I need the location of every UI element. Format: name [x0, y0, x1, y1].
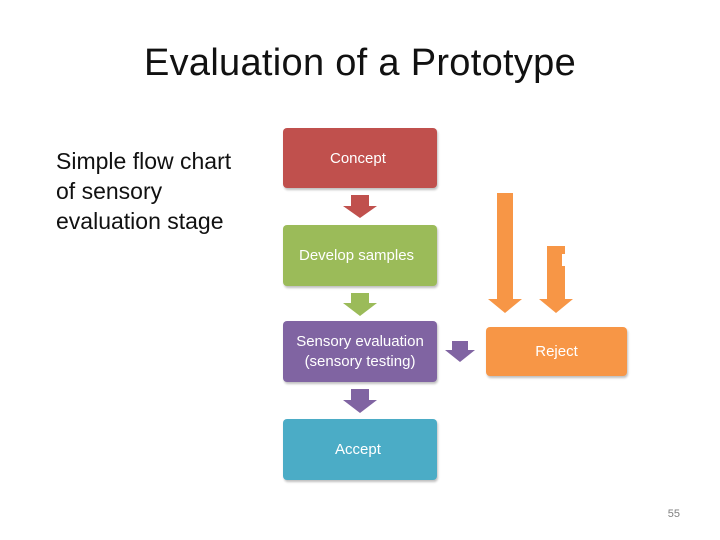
flow-step-sensory-evaluation: [283, 321, 437, 382]
down-arrow-icon: [343, 389, 377, 413]
flow-step-label: Concept: [330, 150, 386, 167]
flow-step-accept: [283, 419, 437, 480]
flow-step-label: Accept: [335, 441, 381, 458]
down-arrow-icon: [343, 293, 377, 316]
flow-step-concept: [283, 128, 437, 188]
flow-step-reject: [486, 327, 627, 376]
down-arrow-icon: [539, 246, 573, 313]
flow-step-label: Develop samples: [299, 247, 415, 264]
flow-step-develop-samples: [283, 225, 437, 286]
page-number: 55: [667, 508, 680, 520]
subtitle-line: evaluation stage: [56, 208, 224, 234]
slide-title: Evaluation of a Prototype: [143, 42, 577, 84]
subtitle-line: of sensory: [56, 178, 163, 204]
flow-step-label-line: (sensory testing): [304, 352, 416, 370]
subtitle-line: Simple flow chart: [56, 148, 232, 174]
down-arrow-icon: [488, 193, 522, 313]
down-arrow-icon: [343, 195, 377, 218]
flow-step-label: Reject: [535, 342, 578, 360]
flow-step-label-line: Sensory evaluation: [296, 332, 424, 350]
flow-step-label: [296, 332, 424, 372]
down-arrow-icon: [445, 341, 475, 362]
